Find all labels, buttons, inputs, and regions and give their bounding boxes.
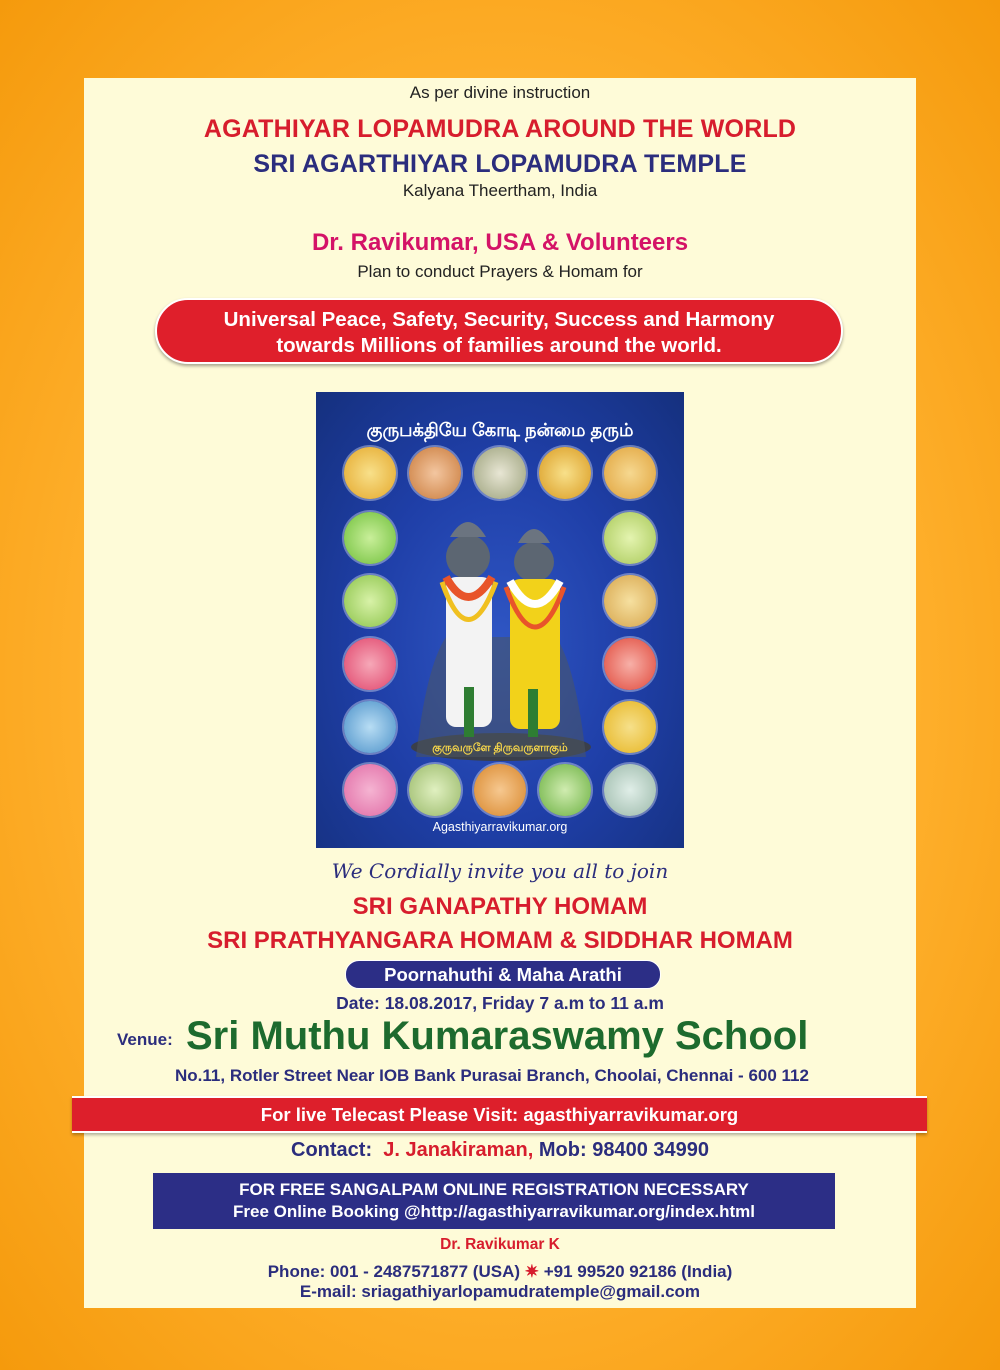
saint-portrait: [604, 638, 656, 690]
saint-portrait: [604, 764, 656, 816]
saint-portrait: [604, 512, 656, 564]
saint-portrait: [344, 447, 396, 499]
registration-line2: Free Online Booking @http://agasthiyarravikumar.org/index.html: [233, 1202, 755, 1221]
contact-name: J. Janakiraman,: [383, 1139, 534, 1161]
contact-mobile: Mob: 98400 34990: [538, 1139, 709, 1161]
saint-portrait: [474, 764, 526, 816]
saint-portrait: [344, 512, 396, 564]
saint-portrait: [604, 575, 656, 627]
poster-website: Agasthiyarravikumar.org: [432, 820, 568, 834]
venue-address: No.11, Rotler Street Near IOB Bank Purasai Branch, Choolai, Chennai - 600 112: [175, 1066, 809, 1085]
organizer-name: Dr. Ravikumar, USA & Volunteers: [311, 229, 689, 256]
live-telecast-banner: For live Telecast Please Visit: agasthiyarravikumar.org: [72, 1096, 927, 1133]
title-line1: AGATHIYAR LOPAMUDRA AROUND THE WORLD: [203, 115, 797, 143]
invite-text: We Cordially invite you all to join: [331, 859, 669, 883]
saint-portrait: [474, 447, 526, 499]
saint-portrait: [409, 764, 461, 816]
purpose-banner: [155, 298, 843, 364]
saint-portrait: [539, 764, 591, 816]
homam-line1: SRI GANAPATHY HOMAM: [352, 893, 648, 920]
saint-portrait: [604, 447, 656, 499]
purpose-line1: Universal Peace, Safety, Security, Success and Harmony: [223, 308, 775, 331]
saint-portrait: [539, 447, 591, 499]
saint-portrait: [409, 447, 461, 499]
siddhar-poster: [316, 392, 684, 848]
poornahuthi-badge: Poornahuthi & Maha Arathi: [345, 960, 661, 989]
saint-portrait: [344, 638, 396, 690]
registration-box: [153, 1173, 835, 1229]
event-date: Date: 18.08.2017, Friday 7 a.m to 11 a.m: [336, 993, 664, 1013]
poster-heading: குருபக்தியே கோடி நன்மை தரும்: [366, 420, 634, 440]
footer-email: E-mail: sriagathiyarlopamudratemple@gmail.com: [299, 1282, 701, 1301]
contact-label: Contact:: [291, 1139, 373, 1161]
registration-line1: FOR FREE SANGALPAM ONLINE REGISTRATION NECESSARY: [239, 1180, 749, 1199]
homam-line2: SRI PRATHYANGARA HOMAM & SIDDHAR HOMAM: [207, 927, 793, 954]
saint-portrait: [344, 575, 396, 627]
poster-caption: குருவருளே திருவருளாகும்: [432, 742, 568, 754]
venue-name: Sri Muthu Kumaraswamy School: [186, 1014, 809, 1058]
phone-usa: Phone: 001 - 2487571877 (USA): [267, 1262, 521, 1281]
footer-name: Dr. Ravikumar K: [440, 1236, 560, 1253]
location-text: Kalyana Theertham, India: [402, 181, 598, 200]
agathiyar-lopamudra-statue: [406, 507, 596, 762]
saint-portrait: [344, 764, 396, 816]
organizer-plan: Plan to conduct Prayers & Homam for: [357, 262, 643, 281]
purpose-line2: towards Millions of families around the world.: [276, 334, 722, 357]
title-line2: SRI AGARTHIYAR LOPAMUDRA TEMPLE: [253, 150, 747, 178]
intro-text: As per divine instruction: [409, 83, 591, 102]
footer-phone: [0, 1262, 1000, 1282]
star-icon: ✷: [524, 1262, 539, 1281]
venue-label: Venue:: [117, 1030, 173, 1049]
contact-line: [0, 1139, 1000, 1162]
phone-india: +91 99520 92186 (India): [543, 1262, 733, 1281]
